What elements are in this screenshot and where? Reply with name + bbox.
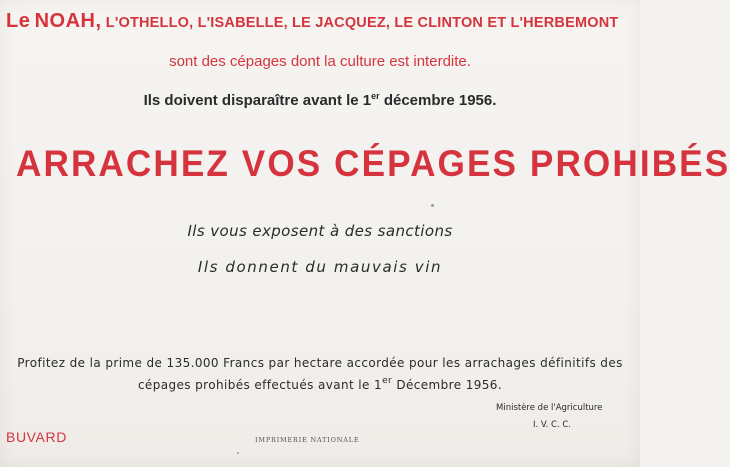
main-slogan: ARRACHEZ VOS CÉPAGES PROHIBÉS [16, 143, 730, 184]
paper-speck [431, 204, 434, 207]
ivcc-label: I. V. C. C. [533, 420, 572, 430]
paper-speck [237, 452, 239, 454]
premium-line-2-sup: er [382, 376, 393, 386]
premium-line-2-after: Décembre 1956. [392, 378, 503, 392]
headline-noah: NOAH, [34, 10, 102, 32]
deadline-sup: er [371, 91, 380, 101]
forbidden-line: sont des cépages dont la culture est interdite. [169, 53, 471, 70]
sanctions-line: Ils vous exposent à des sanctions [187, 222, 453, 240]
deadline-line [0, 91, 640, 109]
premium-line-1: Profitez de la prime de 135.000 Francs par hectare accordée pour les arrachages définitifs des [17, 356, 623, 370]
banned-varieties-headline [6, 10, 634, 33]
headline-rest: L'OTHELLO, L'ISABELLE, LE JACQUEZ, LE CLINTON ET L'HERBEMONT [105, 15, 619, 31]
printer-imprint: IMPRIMERIE NATIONALE [255, 436, 360, 444]
buvard-label: BUVARD [6, 429, 67, 445]
bad-wine-line: Ils donnent du mauvais vin [197, 258, 443, 276]
headline-prefix: Le [6, 10, 31, 32]
deadline-after: décembre 1956. [379, 92, 497, 109]
premium-line-2 [0, 376, 640, 392]
premium-line-2-before: cépages prohibés effectués avant le 1 [137, 378, 383, 392]
deadline-before: Ils doivent disparaître avant le 1 [143, 92, 372, 109]
ministry-label: Ministère de l'Agriculture [496, 403, 603, 413]
